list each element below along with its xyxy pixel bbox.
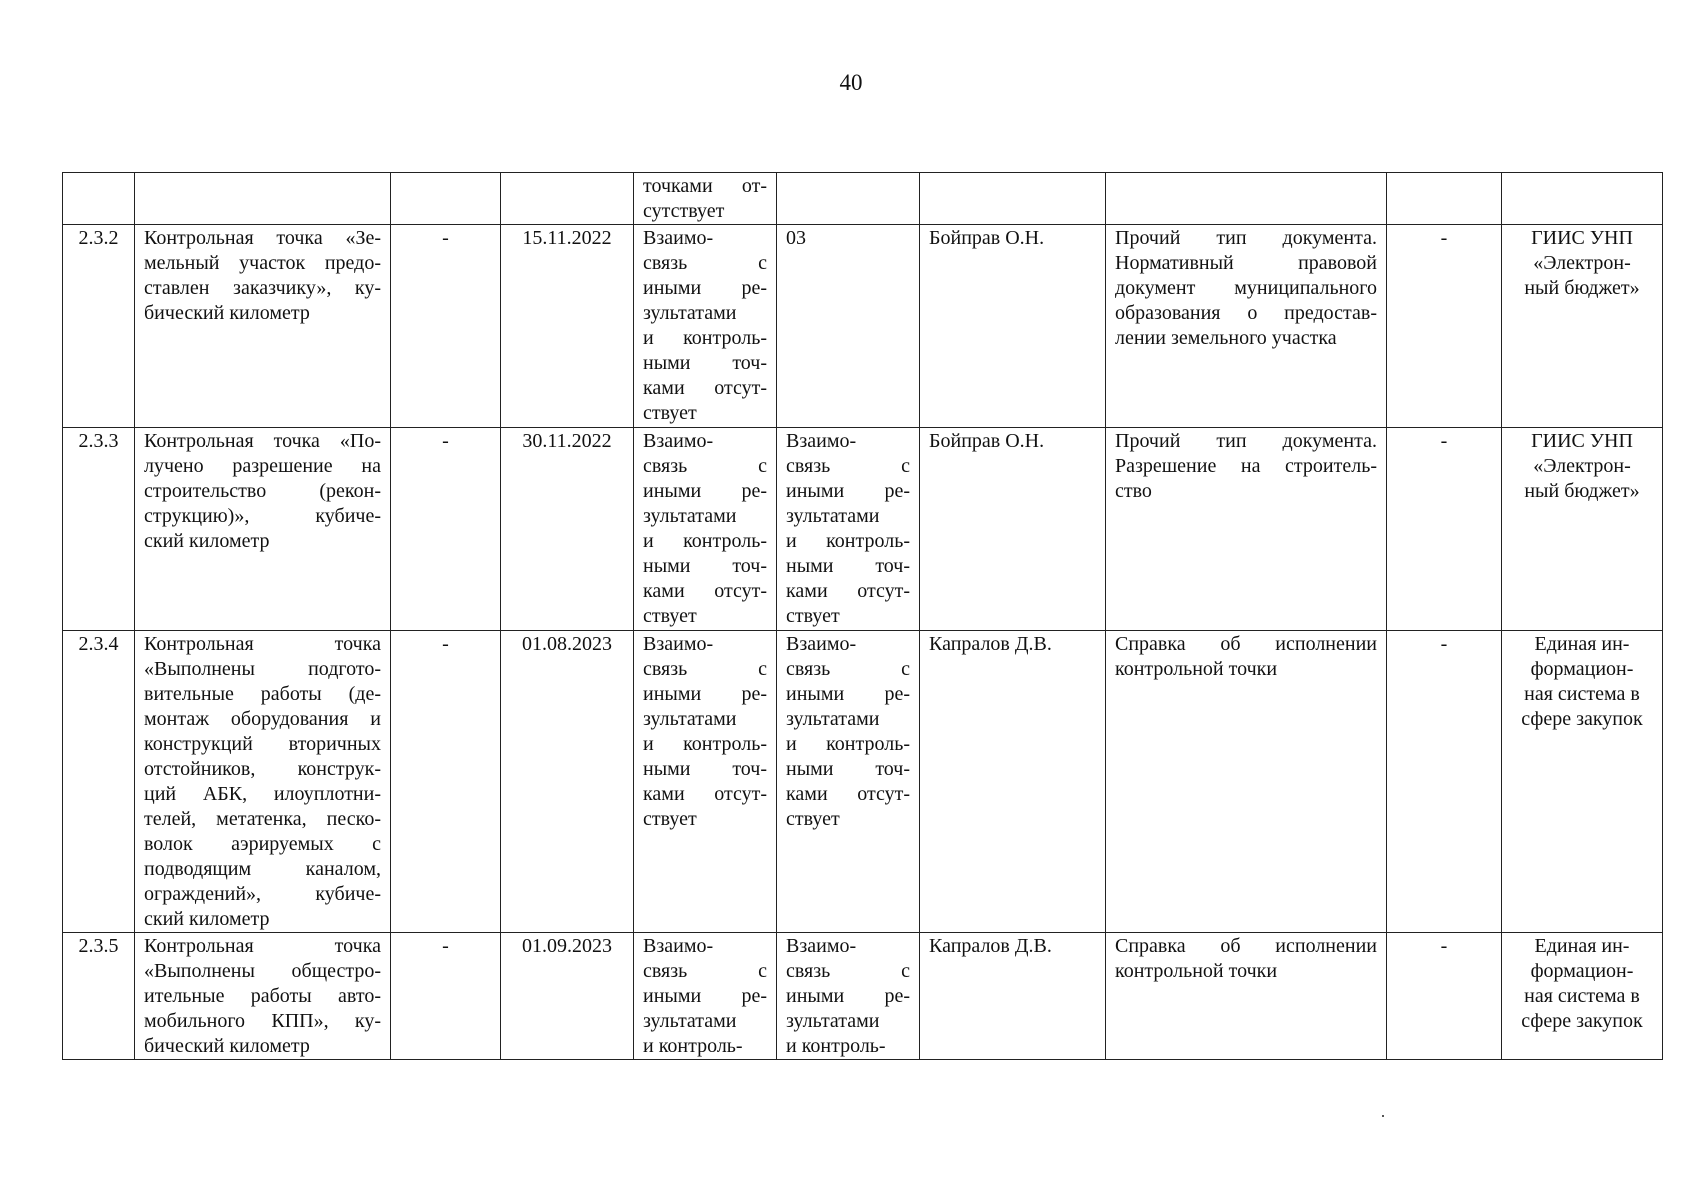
cell-document: [1106, 631, 1387, 933]
cell-line: сфере закупок: [1521, 708, 1643, 730]
cell-line: иными ре-: [643, 985, 767, 1007]
cell-responsible: [920, 173, 1106, 225]
cell-date: 30.11.2022: [501, 428, 634, 631]
cell-line: Нормативный правовой: [1115, 252, 1377, 274]
cell-line: зультатами: [786, 1010, 880, 1032]
cell-line: и контроль-: [643, 327, 767, 349]
cell-line: «Электрон-: [1533, 455, 1631, 477]
cell-num: 2.3.5: [63, 933, 135, 1060]
cell-num: 2.3.4: [63, 631, 135, 933]
cell-line: контрольной точки: [1115, 960, 1278, 982]
cell-line: лучено разрешение на: [144, 455, 381, 477]
cell-line: ский километр: [144, 530, 270, 552]
cell-line: Взаимо-: [786, 430, 857, 452]
cell-line: ограждений», кубиче-: [144, 883, 381, 905]
cell-line: бический километр: [144, 302, 310, 324]
cell-system: [1502, 631, 1663, 933]
cell-name: [135, 428, 391, 631]
cell-line: ная система в: [1524, 985, 1640, 1007]
cell-line: зультатами: [786, 708, 880, 730]
cell-line: сфере закупок: [1521, 1010, 1643, 1032]
cell-date: [501, 173, 634, 225]
cell-line: связь с: [786, 455, 910, 477]
cell-base: [391, 173, 501, 225]
cell-line: Прочий тип документа.: [1115, 227, 1377, 249]
cell-line: ство: [1115, 480, 1152, 502]
table-row: [63, 933, 1663, 1060]
table-row: [63, 428, 1663, 631]
cell-line: ствует: [643, 402, 697, 424]
cell-line: связь с: [786, 960, 910, 982]
cell-line: ствует: [643, 808, 697, 830]
cell-line: и контроль-: [786, 530, 910, 552]
cell-next-links: [777, 428, 920, 631]
cell-line: иными ре-: [786, 985, 910, 1007]
cell-extra: -: [1387, 631, 1502, 933]
control-points-table: [62, 172, 1663, 1060]
cell-line: формацион-: [1530, 960, 1634, 982]
cell-line: ствует: [786, 605, 840, 627]
cell-line: ками отсут-: [643, 377, 767, 399]
cell-line: и контроль-: [786, 733, 910, 755]
cell-line: зультатами: [786, 505, 880, 527]
cell-line: ками отсут-: [643, 580, 767, 602]
cell-line: связь с: [643, 455, 767, 477]
cell-line: связь с: [643, 252, 767, 274]
cell-line: и контроль-: [786, 1035, 886, 1057]
cell-line: строительство (рекон-: [144, 480, 381, 502]
cell-prev-links: [634, 173, 777, 225]
cell-line: зультатами: [643, 1010, 737, 1032]
cell-line: иными ре-: [643, 480, 767, 502]
cell-document: [1106, 173, 1387, 225]
cell-line: иными ре-: [786, 683, 910, 705]
cell-line: ками отсут-: [786, 783, 910, 805]
cell-prev-links: [634, 631, 777, 933]
cell-system: [1502, 428, 1663, 631]
cell-name: [135, 173, 391, 225]
cell-line: ций АБК, илоуплотни-: [144, 783, 381, 805]
cell-line: «Выполнены общестро-: [144, 960, 381, 982]
cell-next-links: [777, 933, 920, 1060]
table-row: [63, 225, 1663, 428]
cell-line: связь с: [643, 960, 767, 982]
cell-document: [1106, 933, 1387, 1060]
cell-responsible: Капралов Д.В.: [920, 631, 1106, 933]
cell-line: ГИИС УНП: [1531, 430, 1633, 452]
cell-line: ствует: [786, 808, 840, 830]
cell-line: мельный участок предо-: [144, 252, 381, 274]
cell-line: конструкций вторичных: [144, 733, 381, 755]
cell-document: [1106, 225, 1387, 428]
cell-line: зультатами: [643, 302, 737, 324]
cell-responsible: Бойправ О.Н.: [920, 225, 1106, 428]
cell-line: ками отсут-: [786, 580, 910, 602]
cell-line: ский километр: [144, 908, 270, 930]
cell-line: мобильного КПП», ку-: [144, 1010, 381, 1032]
cell-line: и контроль-: [643, 733, 767, 755]
cell-date: 01.09.2023: [501, 933, 634, 1060]
cell-line: волок аэрируемых с: [144, 833, 381, 855]
cell-num: 2.3.3: [63, 428, 135, 631]
cell-line: ными точ-: [643, 555, 767, 577]
cell-line: Контрольная точка: [144, 935, 381, 957]
cell-line: Прочий тип документа.: [1115, 430, 1377, 452]
cell-system: [1502, 225, 1663, 428]
cell-line: телей, метатенка, песко-: [144, 808, 381, 830]
cell-line: лении земельного участка: [1115, 327, 1337, 349]
cell-line: отстойников, конструк-: [144, 758, 381, 780]
cell-line: 03: [786, 227, 806, 249]
cell-line: сутствует: [643, 200, 725, 222]
cell-line: «Выполнены подгото-: [144, 658, 381, 680]
cell-document: [1106, 428, 1387, 631]
cell-prev-links: [634, 225, 777, 428]
cell-line: образования о предостав-: [1115, 302, 1377, 324]
cell-line: ными точ-: [786, 758, 910, 780]
cell-line: зультатами: [643, 505, 737, 527]
cell-line: монтаж оборудования и: [144, 708, 381, 730]
cell-next-links: [777, 225, 920, 428]
cell-line: документ муниципального: [1115, 277, 1377, 299]
cell-base: -: [391, 631, 501, 933]
cell-line: ительные работы авто-: [144, 985, 381, 1007]
cell-line: Единая ин-: [1534, 935, 1630, 957]
cell-line: подводящим каналом,: [144, 858, 381, 880]
cell-line: ный бюджет»: [1524, 277, 1640, 299]
cell-line: контрольной точки: [1115, 658, 1278, 680]
cell-line: Взаимо-: [786, 935, 857, 957]
cell-line: ными точ-: [786, 555, 910, 577]
cell-extra: -: [1387, 933, 1502, 1060]
cell-line: иными ре-: [643, 683, 767, 705]
cell-responsible: Бойправ О.Н.: [920, 428, 1106, 631]
cell-line: зультатами: [643, 708, 737, 730]
cell-next-links: [777, 631, 920, 933]
cell-extra: [1387, 173, 1502, 225]
cell-line: ная система в: [1524, 683, 1640, 705]
cell-prev-links: [634, 428, 777, 631]
cell-line: Справка об исполнении: [1115, 935, 1377, 957]
cell-line: иными ре-: [643, 277, 767, 299]
cell-num: [63, 173, 135, 225]
cell-line: Справка об исполнении: [1115, 633, 1377, 655]
cell-line: и контроль-: [643, 530, 767, 552]
cell-line: Взаимо-: [643, 430, 714, 452]
cell-line: ный бюджет»: [1524, 480, 1640, 502]
cell-num: 2.3.2: [63, 225, 135, 428]
cell-line: Разрешение на строитель-: [1115, 455, 1377, 477]
cell-name: [135, 225, 391, 428]
cell-line: ными точ-: [643, 758, 767, 780]
cell-line: и контроль-: [643, 1035, 743, 1057]
cell-line: Контрольная точка: [144, 633, 381, 655]
cell-responsible: Капралов Д.В.: [920, 933, 1106, 1060]
cell-line: формацион-: [1530, 658, 1634, 680]
cell-prev-links: [634, 933, 777, 1060]
cell-base: -: [391, 225, 501, 428]
cell-extra: -: [1387, 428, 1502, 631]
cell-line: ками отсут-: [643, 783, 767, 805]
cell-line: вительные работы (де-: [144, 683, 381, 705]
cell-line: Единая ин-: [1534, 633, 1630, 655]
cell-line: Взаимо-: [786, 633, 857, 655]
cell-line: струкцию)», кубиче-: [144, 505, 381, 527]
cell-line: ставлен заказчику», ку-: [144, 277, 381, 299]
cell-line: ГИИС УНП: [1531, 227, 1633, 249]
cell-base: -: [391, 428, 501, 631]
cell-line: «Электрон-: [1533, 252, 1631, 274]
cell-system: [1502, 173, 1663, 225]
cell-name: [135, 631, 391, 933]
cell-line: связь с: [786, 658, 910, 680]
cell-extra: -: [1387, 225, 1502, 428]
cell-line: ными точ-: [643, 352, 767, 374]
table-row: [63, 631, 1663, 933]
cell-line: бический километр: [144, 1035, 310, 1057]
cell-line: Контрольная точка «Зе-: [144, 227, 381, 249]
continuation-row: [63, 173, 1663, 225]
page-number: 40: [839, 70, 863, 95]
cell-line: Взаимо-: [643, 227, 714, 249]
cell-line: связь с: [643, 658, 767, 680]
cell-date: 01.08.2023: [501, 631, 634, 933]
cell-line: Взаимо-: [643, 633, 714, 655]
cell-next-links: [777, 173, 920, 225]
cell-line: ствует: [643, 605, 697, 627]
cell-base: -: [391, 933, 501, 1060]
cell-line: точками от-: [643, 175, 767, 197]
cell-line: иными ре-: [786, 480, 910, 502]
cell-system: [1502, 933, 1663, 1060]
cell-line: Контрольная точка «По-: [144, 430, 381, 452]
scan-speck: [1382, 1115, 1384, 1117]
cell-name: [135, 933, 391, 1060]
cell-line: Взаимо-: [643, 935, 714, 957]
cell-date: 15.11.2022: [501, 225, 634, 428]
